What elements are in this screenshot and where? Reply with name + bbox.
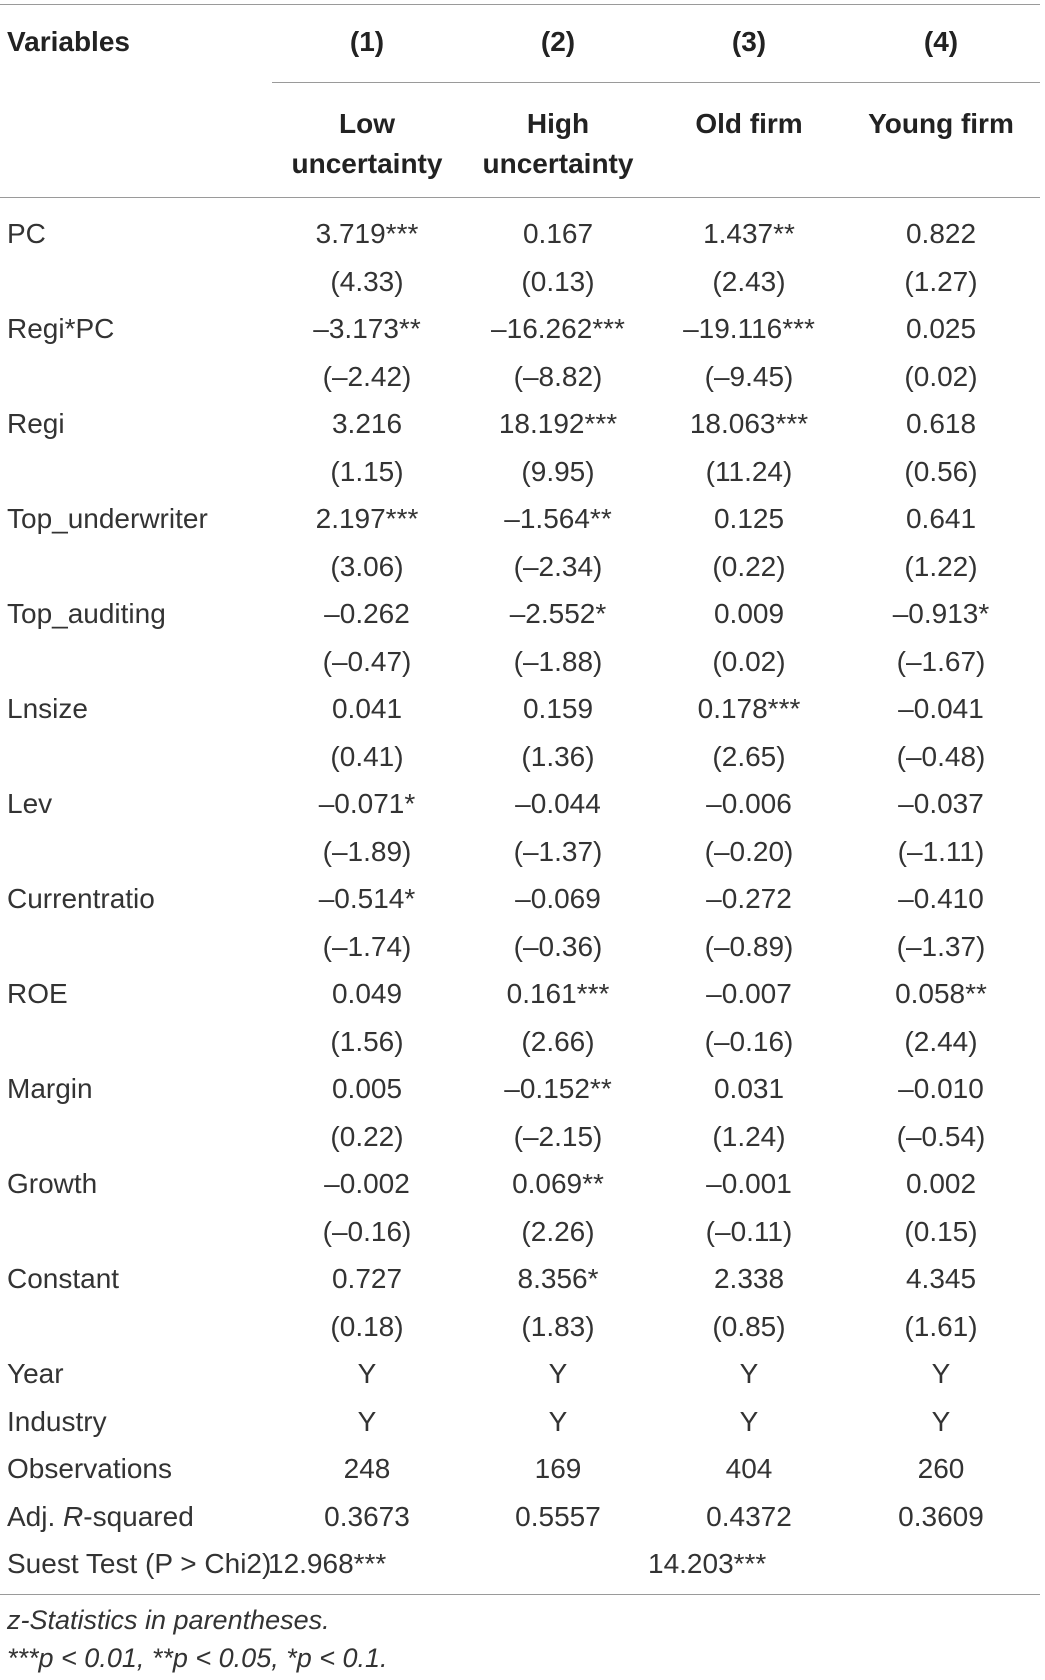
header-col-label-line: High (526, 108, 590, 139)
table-cell: 0.005 (331, 1073, 403, 1104)
table-cell: (1.83) (521, 1310, 595, 1342)
table-cell: 260 (917, 1453, 965, 1484)
table-cell: (–9.45) (704, 360, 794, 392)
table-cell: (11.24) (705, 455, 793, 487)
table-cell: 0.822 (905, 218, 977, 249)
row-label: PC (7, 218, 46, 249)
table-cell: –0.041 (898, 693, 984, 724)
adj-r2-italic: R (63, 1500, 84, 1532)
table-cell: (–0.16) (704, 1025, 794, 1057)
header-col-label-3 (695, 104, 802, 144)
table-cell: –0.514* (318, 883, 416, 914)
table-cell: 0.641 (905, 503, 977, 534)
header-col-label-4 (868, 104, 1014, 144)
header-col-label-line: Old firm (695, 108, 803, 139)
table-cell: 18.192*** (498, 408, 618, 439)
table-cell: 4.345 (905, 1263, 977, 1294)
header-col-label-line: uncertainty (482, 148, 634, 179)
table-cell: –0.071* (318, 788, 416, 819)
table-cell: 18.063*** (689, 408, 809, 439)
table-cell: 0.009 (713, 598, 785, 629)
row-label: Currentratio (7, 883, 155, 914)
table-cell: (–0.47) (322, 645, 412, 677)
table-cell: 3.719*** (315, 218, 419, 249)
table-cell: Y (548, 1405, 568, 1437)
table-cell: 404 (725, 1453, 773, 1484)
table-cell: 0.5557 (515, 1500, 601, 1532)
header-bottom-rule (0, 197, 1040, 198)
suest-value-2: 14.203*** (648, 1548, 767, 1579)
suest-value-1: 12.968*** (268, 1548, 387, 1579)
table-cell: Y (357, 1358, 377, 1389)
table-cell: 0.727 (331, 1263, 403, 1294)
table-cell: (–0.89) (704, 930, 794, 962)
table-cell: (1.36) (521, 740, 595, 772)
header-col-number-3: (3) (731, 26, 767, 57)
table-cell: 248 (343, 1453, 391, 1484)
header-col-label-line: Low (339, 108, 395, 139)
table-cell: –1.564** (504, 503, 612, 534)
row-label: Year (7, 1358, 64, 1389)
table-cell: (1.22) (904, 550, 978, 582)
table-cell: (–0.54) (896, 1120, 986, 1152)
header-col-number-1: (1) (349, 26, 385, 57)
header-col-number-2: (2) (540, 26, 576, 57)
table-cell: (–0.16) (322, 1215, 412, 1247)
table-cell: –0.007 (706, 978, 792, 1009)
table-cell: 8.356* (517, 1263, 599, 1294)
table-cell: (1.27) (904, 265, 978, 297)
row-label: Margin (7, 1073, 93, 1104)
table-cell: 0.3673 (324, 1500, 410, 1532)
row-label: Top_auditing (7, 598, 166, 629)
table-cell: –16.262*** (491, 313, 625, 344)
table-cell: (2.66) (521, 1025, 595, 1057)
top-rule (0, 4, 1040, 5)
table-cell: (–1.67) (896, 645, 986, 677)
table-cell: (4.33) (330, 265, 404, 297)
table-cell: (3.06) (330, 550, 404, 582)
table-cell: (2.43) (712, 265, 786, 297)
table-cell: (0.13) (521, 265, 595, 297)
table-cell: Y (931, 1405, 951, 1437)
table-cell: (–0.36) (513, 930, 603, 962)
table-cell: (0.22) (330, 1120, 404, 1152)
table-cell: (–2.15) (513, 1120, 603, 1152)
table-cell: 0.159 (522, 693, 594, 724)
table-cell: 0.167 (522, 218, 594, 249)
table-cell: (1.56) (330, 1025, 404, 1057)
table-cell: (2.44) (904, 1025, 978, 1057)
header-subrule (272, 82, 1040, 83)
table-cell: (–1.37) (513, 835, 603, 867)
table-cell: 1.437** (703, 218, 795, 249)
table-cell: 0.002 (905, 1168, 977, 1199)
table-cell: (0.85) (712, 1310, 786, 1342)
table-cell: Y (548, 1358, 568, 1389)
table-cell: 0.4372 (706, 1500, 792, 1532)
table-cell: (2.26) (521, 1215, 595, 1247)
row-label: Lnsize (7, 693, 88, 724)
table-cell: 0.049 (331, 978, 403, 1009)
table-cell: –0.001 (706, 1168, 792, 1199)
table-note-z: z-Statistics in parentheses. (7, 1605, 330, 1635)
row-label: Top_underwriter (7, 503, 208, 534)
table-cell: (–0.48) (896, 740, 986, 772)
table-cell: 0.058** (895, 978, 987, 1009)
table-cell: –0.069 (515, 883, 601, 914)
table-cell: 0.618 (905, 408, 977, 439)
table-cell: (1.15) (330, 455, 404, 487)
table-cell: –0.010 (898, 1073, 984, 1104)
table-cell: (0.02) (904, 360, 978, 392)
table-cell: Y (739, 1405, 759, 1437)
table-cell: 169 (534, 1453, 582, 1484)
table-cell: Y (931, 1358, 951, 1389)
table-cell: (–1.88) (513, 645, 603, 677)
table-cell: –0.037 (898, 788, 984, 819)
table-cell: (1.61) (904, 1310, 978, 1342)
table-cell: (–2.42) (322, 360, 412, 392)
table-cell: (–1.11) (897, 835, 985, 867)
row-label: ROE (7, 978, 68, 1009)
adj-r2-prefix: Adj. (7, 1500, 64, 1532)
row-label: Regi*PC (7, 313, 115, 344)
table-cell: 2.338 (713, 1263, 785, 1294)
header-col-label-line: Young firm (868, 108, 1014, 139)
bottom-rule (0, 1594, 1040, 1595)
header-col-label-2 (483, 104, 634, 184)
table-cell: (2.65) (712, 740, 786, 772)
table-cell: 2.197*** (315, 503, 419, 534)
table-cell: (–1.37) (896, 930, 986, 962)
table-cell: (–8.82) (513, 360, 603, 392)
table-cell: –0.152** (504, 1073, 612, 1104)
row-label: Regi (7, 408, 65, 439)
header-col-number-4: (4) (923, 26, 959, 57)
header-col-label-1 (292, 104, 443, 184)
table-cell: (–1.89) (322, 835, 412, 867)
row-label-adj-r2 (7, 1500, 194, 1534)
table-cell: Y (739, 1358, 759, 1389)
table-cell: (–2.34) (513, 550, 603, 582)
header-variables: Variables (7, 26, 130, 57)
table-cell: –0.913* (892, 598, 990, 629)
table-cell: (–0.20) (704, 835, 794, 867)
table-cell: –0.044 (515, 788, 601, 819)
table-cell: 0.178*** (697, 693, 801, 724)
table-note-significance: ***p < 0.01, **p < 0.05, *p < 0.1. (7, 1643, 388, 1673)
table-cell: 0.069** (512, 1168, 604, 1199)
adj-r2-suffix: -squared (83, 1500, 194, 1532)
table-cell: –0.006 (706, 788, 792, 819)
row-label: Lev (7, 788, 53, 819)
table-cell: (1.24) (712, 1120, 786, 1152)
table-cell: (0.18) (330, 1310, 404, 1342)
table-cell: Y (357, 1405, 377, 1437)
table-cell: –3.173** (313, 313, 421, 344)
table-cell: 0.031 (713, 1073, 785, 1104)
row-label: Constant (7, 1263, 120, 1294)
table-cell: 3.216 (331, 408, 403, 439)
table-cell: (0.22) (712, 550, 786, 582)
table-cell: 0.025 (905, 313, 977, 344)
row-label: Industry (7, 1405, 107, 1437)
table-cell: (–0.11) (705, 1215, 793, 1247)
table-cell: 0.125 (713, 503, 785, 534)
table-cell: –0.002 (324, 1168, 410, 1199)
table-cell: (0.56) (904, 455, 978, 487)
header-col-label-line: uncertainty (291, 148, 443, 179)
row-label: Observations (7, 1453, 172, 1484)
row-label: Growth (7, 1168, 98, 1199)
table-cell: (0.02) (712, 645, 786, 677)
table-cell: –0.262 (324, 598, 410, 629)
table-cell: –0.272 (706, 883, 792, 914)
table-cell: –2.552* (509, 598, 607, 629)
table-cell: (–1.74) (322, 930, 412, 962)
table-cell: –19.116*** (683, 313, 815, 344)
table-cell: 0.3609 (898, 1500, 984, 1532)
table-cell: (9.95) (521, 455, 595, 487)
table-cell: 0.041 (331, 693, 403, 724)
table-cell: –0.410 (898, 883, 984, 914)
table-cell: (0.41) (330, 740, 404, 772)
row-label-suest: Suest Test (P > Chi2) (7, 1548, 272, 1579)
table-cell: (0.15) (904, 1215, 978, 1247)
table-cell: 0.161*** (506, 978, 610, 1009)
